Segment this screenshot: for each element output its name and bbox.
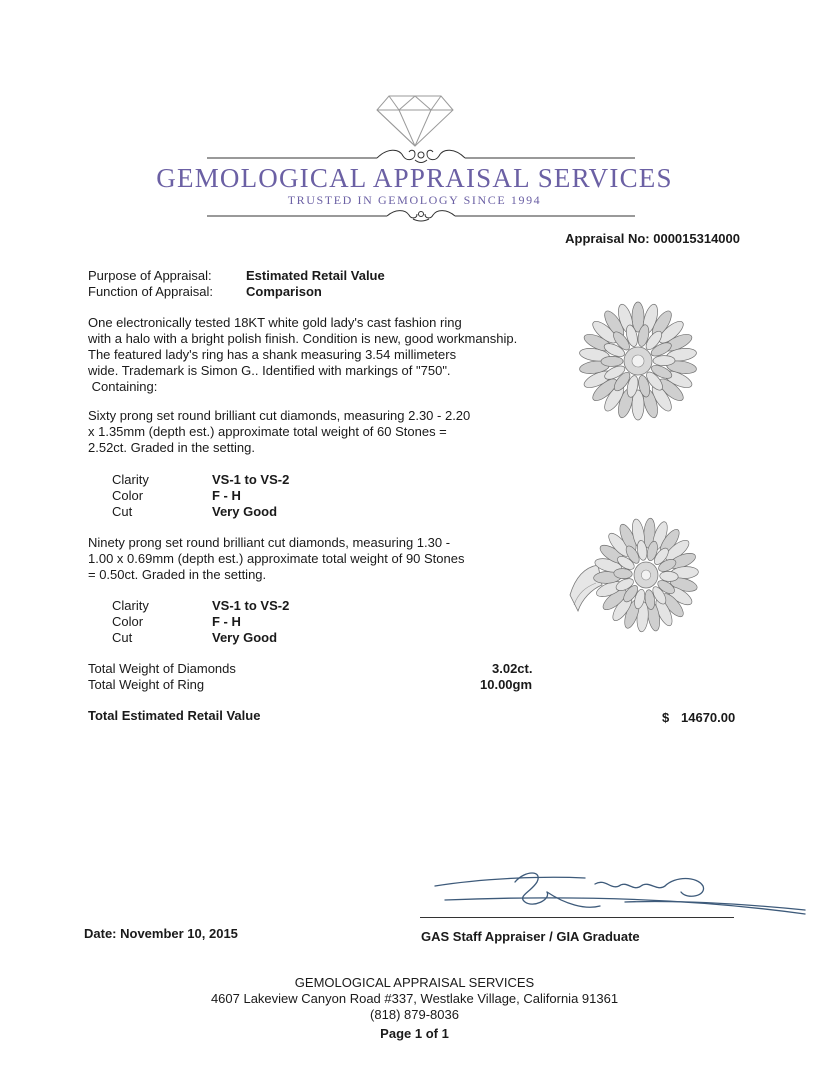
stones-1-color-value: F - H xyxy=(212,488,241,503)
stones-1-clarity-label: Clarity xyxy=(112,472,149,487)
retail-value: 14670.00 xyxy=(681,710,736,725)
stones-2-line: 1.00 x 0.69mm (depth est.) approximate total weight of 90 Stones xyxy=(88,551,465,566)
stones-2-color-label: Color xyxy=(112,614,144,629)
stones-2-cut-value: Very Good xyxy=(212,630,278,645)
total-ring-label: Total Weight of Ring xyxy=(88,677,205,692)
total-diamonds-value: 3.02ct. xyxy=(492,661,533,676)
appraisal-date: Date: November 10, 2015 xyxy=(84,926,238,941)
stones-1-line: x 1.35mm (depth est.) approximate total weight of 60 Stones = xyxy=(88,424,447,439)
ornament-divider-icon xyxy=(207,207,635,225)
function-label: Function of Appraisal: xyxy=(88,284,214,299)
total-diamonds-label: Total Weight of Diamonds xyxy=(88,661,236,676)
footer-address: 4607 Lakeview Canyon Road #337, Westlake Village, California 91361 xyxy=(210,991,619,1006)
description-line: wide. Trademark is Simon G.. Identified with markings of "750". xyxy=(88,363,451,378)
signature-line xyxy=(420,917,734,918)
diamond-petal xyxy=(653,355,675,365)
stones-2-color-value: F - H xyxy=(212,614,241,629)
function-value: Comparison xyxy=(246,284,322,299)
stones-2-paragraph xyxy=(88,535,548,583)
total-ring-value: 10.00gm xyxy=(480,677,533,692)
stones-1-paragraph xyxy=(88,408,548,456)
stones-1-color-label: Color xyxy=(112,488,144,503)
stones-1-line: 2.52ct. Graded in the setting. xyxy=(88,440,255,455)
stones-1-cut-label: Cut xyxy=(112,504,133,519)
description-line: One electronically tested 18KT white gold lady's cast fashion ring xyxy=(88,315,462,330)
total-retail-label: Total Estimated Retail Value xyxy=(88,708,261,723)
footer-phone: (818) 879-8036 xyxy=(370,1007,459,1022)
ring-side-view-image xyxy=(568,510,708,640)
stones-1-line: Sixty prong set round brilliant cut diamonds, measuring 2.30 - 2.20 xyxy=(88,408,471,423)
ring-top-view-image xyxy=(572,296,704,426)
appraiser-title: GAS Staff Appraiser / GIA Graduate xyxy=(421,929,640,944)
diamond-petal xyxy=(601,356,623,366)
purpose-value: Estimated Retail Value xyxy=(246,268,385,283)
appraisal-number: Appraisal No: 000015314000 xyxy=(565,231,740,246)
description-paragraph xyxy=(88,315,548,395)
appraiser-signature xyxy=(425,856,815,922)
retail-currency: $ xyxy=(662,710,670,725)
stones-2-cut-label: Cut xyxy=(112,630,133,645)
stones-1-clarity-value: VS-1 to VS-2 xyxy=(212,472,290,487)
logo-title: GEMOLOGICAL APPRAISAL SERVICES xyxy=(156,163,673,193)
stones-2-line: = 0.50ct. Graded in the setting. xyxy=(88,567,267,582)
purpose-label: Purpose of Appraisal: xyxy=(88,268,212,283)
diamond-logo-icon xyxy=(375,88,455,148)
description-line: with a halo with a bright polish finish. Condition is new, good workmanship. xyxy=(88,331,518,346)
description-line: Containing: xyxy=(88,379,158,394)
logo-tagline: TRUSTED IN GEMOLOGY SINCE 1994 xyxy=(287,193,542,207)
description-line: The featured lady's ring has a shank measuring 3.54 millimeters xyxy=(88,347,457,362)
stones-2-clarity-value: VS-1 to VS-2 xyxy=(212,598,290,613)
page-number: Page 1 of 1 xyxy=(380,1026,449,1041)
stones-1-cut-value: Very Good xyxy=(212,504,278,519)
footer-company: GEMOLOGICAL APPRAISAL SERVICES xyxy=(294,975,535,990)
stones-2-clarity-label: Clarity xyxy=(112,598,149,613)
stones-2-line: Ninety prong set round brilliant cut diamonds, measuring 1.30 - xyxy=(88,535,451,550)
